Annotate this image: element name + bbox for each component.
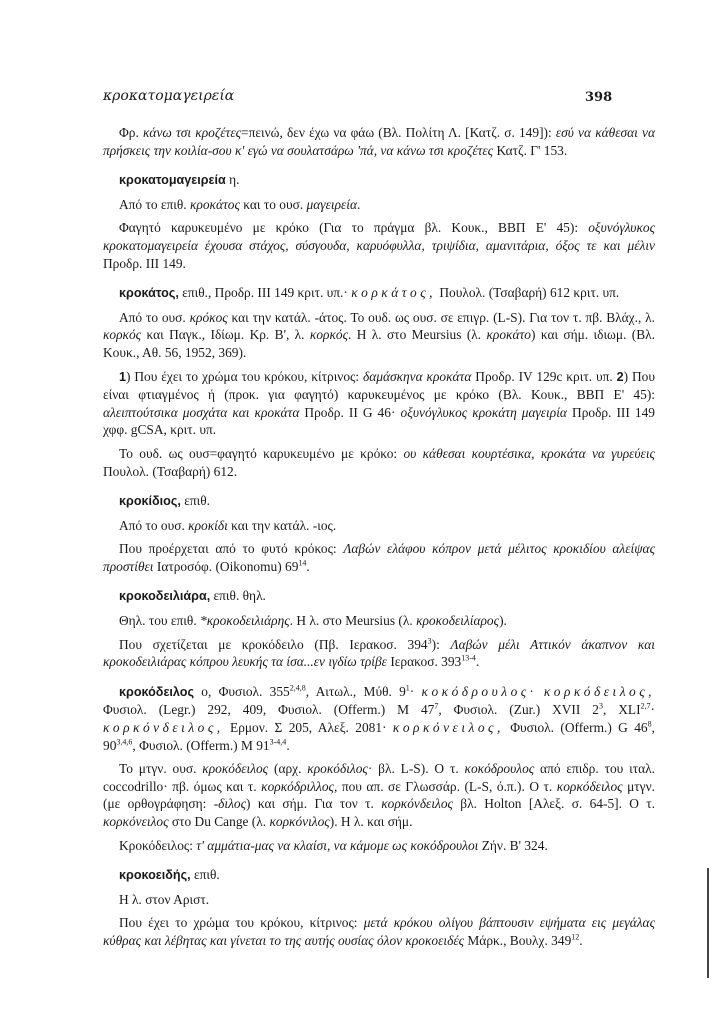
entry-paragraph (103, 760, 655, 830)
text-run: · (650, 702, 655, 718)
italic-citation: κρόκος (189, 309, 228, 325)
dictionary-page-body (103, 124, 655, 956)
entry-paragraph (103, 309, 655, 362)
text-run: · βλ. L-S). Ο τ. (367, 761, 465, 777)
page-number: 398 (585, 90, 613, 105)
text-run: Κατζ. Γ' 153. (493, 142, 568, 158)
italic-citation: ου κάθεσαι κουρτέσικα, κροκάτα να γυρεύεις (403, 445, 655, 461)
text-run: Ζήν. Β' 324. (478, 837, 548, 853)
text-run: , 90 (103, 720, 655, 753)
entry-paragraph (103, 636, 655, 671)
headword: κροκοειδής, (119, 868, 191, 883)
text-run: Από το επιθ. (119, 196, 190, 212)
text-run: ) και σήμ. Για τον τ. (246, 796, 382, 812)
entry-paragraph (103, 837, 655, 855)
text-run: Από το ουσ. (119, 309, 190, 325)
italic-citation: κορκόδριλλος (261, 778, 334, 794)
text-run: · (409, 683, 422, 699)
spaced-variant-form: κορκόνειλος, (392, 720, 504, 736)
superscript-reference: 2,7 (640, 701, 651, 711)
italic-citation: κροκίδι (188, 517, 228, 533)
text-run: και το ουσ. (239, 196, 307, 212)
entry-paragraph (103, 445, 655, 480)
text-run: Φυσιολ. (Offerm.) G 46 (503, 720, 648, 736)
text-run: ). Η λ. και σήμ. (329, 814, 413, 829)
text-run: Φαγητό καρυκευμένο με κρόκο (Για το πράγμα βλ. Κουκ., ΒΒΠ Ε' 45): (119, 220, 589, 236)
italic-citation: κροκόδιλος (307, 761, 368, 777)
entry-paragraph (103, 540, 655, 575)
text-run: . (357, 196, 361, 212)
italic-citation: κορκόδειλος (556, 778, 623, 794)
headword: κροκάτος, (119, 286, 179, 301)
text-run: και την κατάλ. -άτος. Το ουδ. ως ουσ. σε επιγρ. (L-S). Για τον τ. πβ. Βλάχ., λ. (227, 309, 655, 325)
headword: 1 (119, 369, 127, 384)
superscript-reference: 2,4,8 (289, 683, 306, 693)
superscript-reference: 13-4 (461, 653, 476, 663)
text-run (537, 684, 544, 699)
headword: κροκοδειλιάρα, (119, 589, 211, 604)
italic-citation: δαμάσκηνα κροκάτα (362, 368, 472, 384)
superscript-reference: 3,4,6 (116, 737, 133, 747)
text-run: , που απ. σε Γλωσσάρ. (L-S, ό.π.). Ο τ. (333, 778, 557, 794)
superscript-reference: 3 (427, 636, 432, 646)
italic-citation: κορκός (309, 327, 349, 343)
text-run: στο Du Cange (λ. (168, 814, 270, 829)
dictionary-entry-heading (103, 866, 655, 885)
superscript-reference: 8 (647, 719, 652, 729)
text-run: Προδρ. ΙΙΙ 149. (103, 255, 186, 271)
dictionary-entry-heading (103, 683, 655, 754)
text-run: η. (225, 172, 240, 188)
text-run: , Φυσιολ. (Offerm.) Μ 91 (132, 737, 270, 753)
headword: 2 (616, 369, 624, 384)
italic-citation: κορκόνειλος (103, 814, 169, 829)
text-run: . (475, 654, 480, 670)
italic-citation: κροκάτος (190, 196, 240, 212)
text-run: μτγν. (με ορθογράφηση: (103, 778, 656, 812)
italic-citation: κοκόδρουλος (464, 761, 535, 777)
text-run: Το ουδ. ως ουσ=φαγητό καρυκευμένο με κρόκο: (119, 445, 404, 461)
text-run: . (306, 558, 310, 574)
superscript-reference: 7 (434, 701, 439, 711)
superscript-reference: 14 (298, 558, 307, 568)
italic-citation: κροκόδειλος (202, 761, 269, 777)
spaced-variant-form: κορκόνδειλος, (103, 720, 224, 736)
text-run: βλ. Holton [Αλεξ. σ. 64-5]. Ο τ. (452, 796, 656, 812)
headword: κροκίδιος, (119, 494, 181, 509)
italic-citation: αλειπτούτσικα μοσχάτα και κροκάτα (103, 404, 300, 420)
text-run: Το μτγν. ουσ. (119, 761, 203, 777)
entry-paragraph (103, 612, 655, 630)
text-run: ). (499, 613, 507, 629)
entry-paragraph (103, 219, 655, 272)
dictionary-entry-heading (103, 492, 655, 511)
text-run: , Φυσιολ. (Zur.) XVII 2 (438, 702, 599, 718)
entry-paragraph (103, 891, 655, 909)
entry-paragraph (103, 368, 655, 439)
entry-paragraph (103, 196, 655, 214)
superscript-reference: 3-4,4 (269, 737, 287, 747)
superscript-reference: 3 (598, 701, 603, 711)
italic-citation: κροκάτο (486, 327, 531, 343)
italic-citation: Λαβών μέλι Αττικόν άκαπνον και κροκοδειλιάρας κόπρου λευκής τα ίσα...εν ιγδίω τρίβε (103, 636, 656, 670)
italic-citation: οξυνόγλυκος κροκάτη μαγειρία (400, 404, 567, 420)
entry-paragraph (103, 517, 655, 535)
entry-paragraph (103, 124, 655, 159)
text-run: από επιδρ. του ιταλ. coccodrillo· πβ. όμως και τ. (103, 761, 655, 794)
text-run: Πουλολ. (Τσαβαρή) 612. (103, 463, 238, 479)
italic-citation: Λαβών ελάφου κόπρον μετά μέλιτος κροκιδίου αλείψας προστίθει (103, 541, 655, 574)
text-run: ): (431, 636, 451, 652)
text-run: Από το ουσ. (119, 517, 189, 533)
superscript-reference: 1 (405, 683, 410, 693)
text-run: Μάρκ., Βουλχ. 349 (464, 932, 572, 948)
headword: κροκατομαγειρεία (119, 173, 226, 188)
text-run: επιθ. θηλ. (210, 588, 266, 604)
scan-edge-mark (707, 868, 709, 978)
text-run: ο, Φυσιολ. 355 (194, 683, 290, 699)
entry-paragraph (103, 914, 655, 949)
text-run: Προδρ. IV 129c κριτ. υπ. (471, 368, 617, 384)
text-run: Κροκόδειλος: (119, 837, 197, 853)
text-run: Θηλ. του επιθ. (119, 613, 201, 629)
italic-citation: εσύ να κάθεσαι να πρήσκεις την κοιλία-σου κ' εγώ να σουλατσάρω 'πά, να κάνω τσι κροζέτες (103, 125, 655, 158)
text-run: Προδρ. ΙΙΙ 149 χφφ. gCSA, κριτ. υπ. (103, 404, 655, 438)
spaced-variant-form: κορκάτος, (351, 285, 436, 301)
italic-citation: μαγειρεία (306, 196, 358, 212)
text-run: Πουλολ. (Τσαβαρή) 612 κριτ. υπ. (436, 285, 620, 301)
text-run: ) Που είναι φτιαγμένος ή (προκ. για φαγητό) καρυκευμένος με κρόκο (Βλ. Κουκ., ΒΒΠ Ε' 45): (103, 368, 656, 403)
dictionary-entry-heading (103, 284, 655, 303)
text-run: Ιερακοσ. 393 (386, 654, 462, 670)
text-run: . (579, 932, 583, 948)
text-run: , Αιτωλ., Μύθ. 9 (305, 683, 406, 699)
text-run: Ιατροσόφ. (Oikonomu) 69 (153, 558, 299, 574)
italic-citation: τ' αμμάτια-μας να κλαίσι, να κάμομε ως κοκόδρουλοι (196, 837, 479, 853)
text-run: . Η λ. στο Meursius (λ. (289, 613, 417, 629)
italic-citation: κορκόνιλος (269, 814, 330, 829)
text-run: επιθ. (180, 493, 211, 509)
text-run: . Η λ. στο Meursius (λ. (348, 327, 487, 343)
italic-citation: *κροκοδειλιάρης (200, 613, 290, 629)
dictionary-entry-heading (103, 171, 655, 190)
text-run: επιθ., Προδρ. ΙΙΙ 149 κριτ. υπ.· (178, 285, 352, 301)
running-header-title: κροκατομαγειρεία (103, 88, 235, 104)
text-run: ) Που έχει το χρώμα του κρόκου, κίτρινος: (126, 368, 363, 384)
headword: κροκόδειλος (119, 684, 195, 699)
italic-citation: -διλος (213, 796, 247, 812)
spaced-variant-form: κορκόδειλος, (543, 683, 655, 699)
italic-citation: κορκόνδειλος (381, 796, 453, 812)
text-run: (αρχ. (268, 761, 308, 777)
text-run: Φρ. (119, 125, 143, 140)
italic-citation: κορκός (103, 327, 142, 343)
text-run: Η λ. στον Αριστ. (119, 891, 210, 907)
text-run: και Παγκ., Ιδίωμ. Κρ. Β', λ. (141, 327, 310, 343)
spaced-variant-form: κοκόδρουλος· (421, 683, 537, 699)
text-run: Ερμον. Σ 205, Αλεξ. 2081· (223, 720, 393, 736)
text-run: Που προέρχεται από το φυτό κρόκος: (119, 541, 344, 557)
italic-citation: μετά κρόκου ολίγου βάπτουσιν εψήματα εις μεγάλας κύθρας και λέβητας και γίνεται το της αυτής ουσίας όλον κροκοειδές (103, 915, 655, 948)
text-run: ) και σήμ. ιδιωμ. (Βλ. Κουκ., Αθ. 56, 1952, 369). (103, 327, 655, 360)
text-run: επιθ. (190, 867, 220, 883)
text-run: Προδρ. ΙΙ G 46· (299, 404, 401, 420)
text-run: , XLI (602, 702, 641, 718)
text-run: Που έχει το χρώμα του κρόκου, κίτρινος: (119, 915, 364, 931)
text-run: =πεινώ, δεν έχω να φάω (Βλ. Πολίτη Λ. [Κατζ. σ. 149]): (241, 125, 556, 140)
text-run: . (286, 737, 290, 753)
text-run: Που σχετίζεται με κροκόδειλο (Πβ. Ιερακοσ. 394 (119, 636, 428, 652)
text-run: και την κατάλ. -ιος. (227, 517, 337, 533)
text-run: Φυσιολ. (Legr.) 292, 409, Φυσιολ. (Offerm.) Μ 47 (103, 702, 435, 718)
superscript-reference: 12 (571, 932, 580, 942)
dictionary-entry-heading (103, 587, 655, 606)
italic-citation: οξυνόγλυκος κροκατομαγειρεία έχουσα στάχος, σύσγουδα, καρυόφυλλα, τριψίδια, αμανιτάρια, όξος τε και μέλιν (103, 220, 655, 253)
italic-citation: κροκοδειλίαρος (416, 613, 500, 629)
italic-citation: κάνω τσι κροζέτες (142, 125, 242, 140)
